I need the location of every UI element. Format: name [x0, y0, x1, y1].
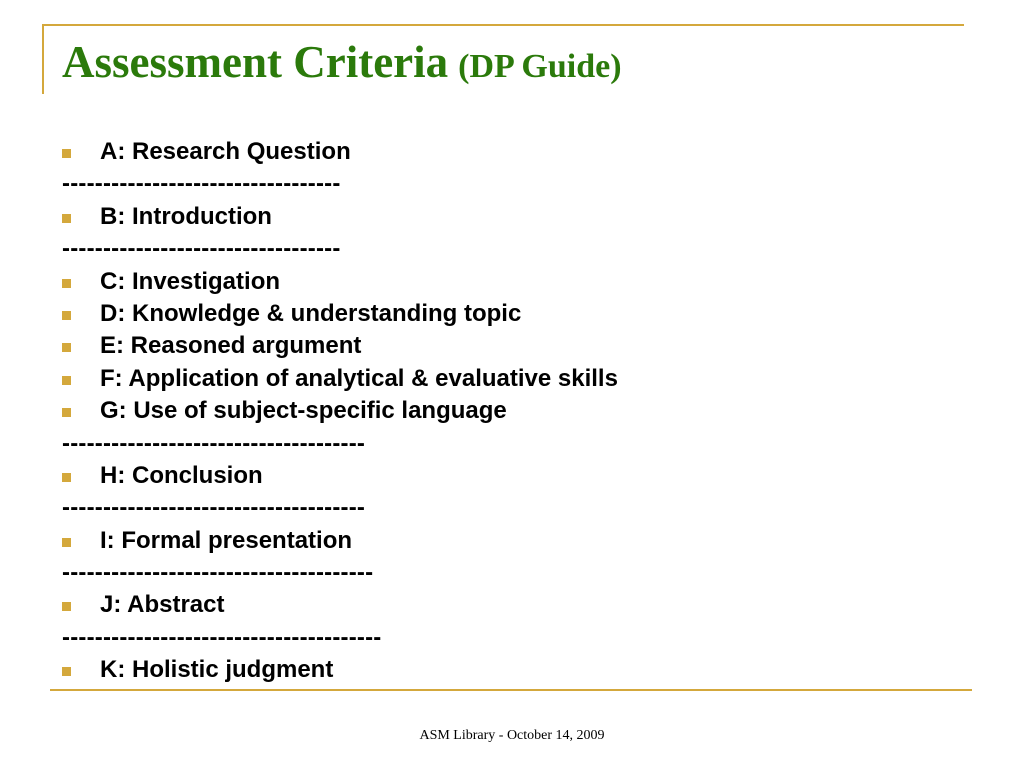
criterion-item [62, 266, 982, 298]
frame-left-rule [42, 24, 44, 94]
slide-title-subtitle: (DP Guide) [458, 48, 622, 85]
separator-dashes: ------------------------------------- [62, 429, 366, 457]
dashed-separator [62, 233, 982, 265]
criterion-item [62, 363, 982, 395]
dashed-separator [62, 428, 982, 460]
criterion-item [62, 136, 982, 168]
dashed-separator [62, 168, 982, 200]
square-bullet-icon [62, 214, 71, 223]
criterion-label: K: Holistic judgment [100, 656, 334, 684]
criterion-item [62, 395, 982, 427]
square-bullet-icon [62, 602, 71, 611]
criterion-item [62, 525, 982, 557]
square-bullet-icon [62, 279, 71, 288]
criteria-list [62, 136, 982, 687]
separator-dashes: --------------------------------------- [62, 623, 382, 651]
criterion-item [62, 654, 982, 686]
criterion-label: D: Knowledge & understanding topic [100, 299, 522, 327]
criterion-label: H: Conclusion [100, 461, 263, 489]
criterion-item [62, 201, 982, 233]
dashed-separator [62, 622, 982, 654]
criterion-label: F: Application of analytical & evaluative skills [100, 364, 618, 392]
slide-title [62, 37, 622, 87]
separator-dashes: ---------------------------------- [62, 235, 341, 263]
criterion-label: C: Investigation [100, 267, 281, 295]
criterion-label: I: Formal presentation [100, 526, 353, 554]
criterion-item [62, 460, 982, 492]
criterion-label: E: Reasoned argument [100, 332, 362, 360]
dashed-separator [62, 492, 982, 524]
square-bullet-icon [62, 473, 71, 482]
slide-title-main: Assessment Criteria [62, 37, 449, 87]
criterion-label: G: Use of subject-specific language [100, 397, 507, 425]
square-bullet-icon [62, 538, 71, 547]
separator-dashes: ---------------------------------- [62, 170, 341, 198]
square-bullet-icon [62, 149, 71, 158]
criterion-label: B: Introduction [100, 202, 272, 230]
frame-top-rule [42, 24, 964, 26]
square-bullet-icon [62, 408, 71, 417]
separator-dashes: -------------------------------------- [62, 559, 374, 587]
square-bullet-icon [62, 311, 71, 320]
separator-dashes: ------------------------------------- [62, 494, 366, 522]
footer-rule [50, 689, 972, 691]
dashed-separator [62, 557, 982, 589]
criterion-label: A: Research Question [100, 138, 351, 165]
criterion-item [62, 330, 982, 362]
square-bullet-icon [62, 343, 71, 352]
slide-footer: ASM Library - October 14, 2009 [419, 728, 605, 743]
criterion-item [62, 589, 982, 621]
square-bullet-icon [62, 667, 71, 676]
criterion-item [62, 298, 982, 330]
square-bullet-icon [62, 376, 71, 385]
criterion-label: J: Abstract [100, 591, 225, 619]
